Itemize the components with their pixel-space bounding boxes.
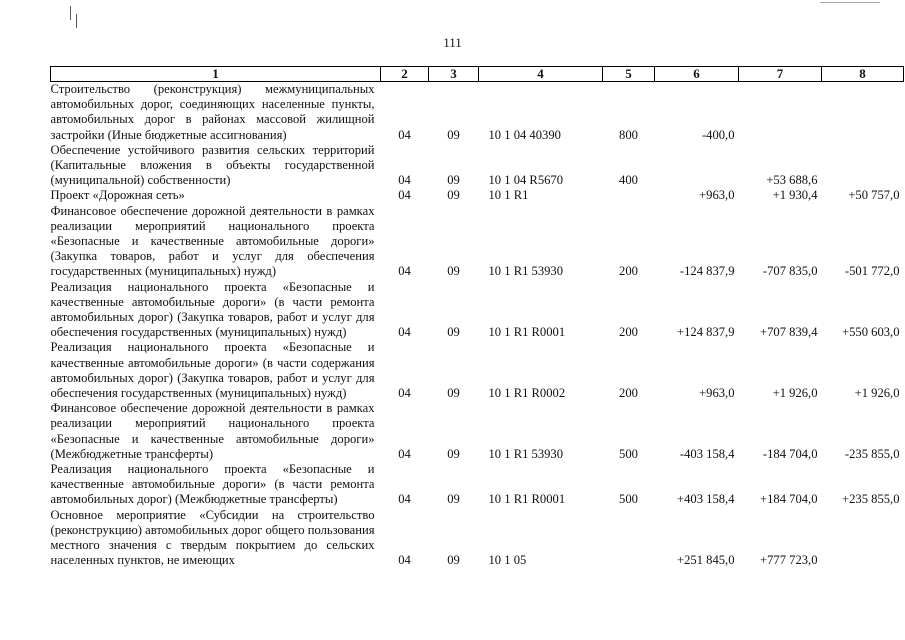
row-target-article: 10 1 R1 R0001 [488, 492, 566, 507]
row-expense-type: 800 [619, 127, 638, 142]
row-target-article: 10 1 R1 R0002 [488, 386, 566, 401]
row-value-col6: -403 158,4 [679, 446, 735, 461]
row-value-col7: +53 688,6 [766, 173, 818, 188]
row-value-col7 [739, 82, 822, 143]
row-target-article: 10 1 R1 [488, 188, 529, 203]
row-expense-type: 500 [619, 492, 638, 507]
table-row [51, 82, 904, 143]
row-value-col8: +50 757,0 [848, 188, 900, 203]
scan-mark [76, 14, 77, 28]
row-value-col6: +251 845,0 [677, 553, 735, 568]
row-description: Финансовое обеспечение дорожной деятельности в рамках реализации мероприятий национального проекта «Безопасные и качественные автомобильные дороги» (Закупка товаров, работ и услуг для обеспечения государственных (муниципальных) нужд) [50, 203, 375, 279]
row-section: 04 [398, 127, 411, 142]
row-subsection: 09 [447, 553, 460, 568]
row-value-col7: +707 839,4 [760, 325, 818, 340]
row-value-col8 [822, 82, 904, 143]
row-target-article: 10 1 R1 R0001 [488, 325, 566, 340]
row-subsection: 09 [447, 446, 460, 461]
row-section: 04 [398, 553, 411, 568]
row-subsection: 09 [447, 188, 460, 203]
table-row [51, 204, 904, 280]
row-description: Реализация национального проекта «Безопасные и качественные автомобильные дороги» (в части ремонта автомобильных дорог) (Межбюджетные трансферты) [50, 462, 375, 507]
page-number: 111 [443, 35, 462, 50]
row-section: 04 [398, 173, 411, 188]
row-value-col6: +124 837,9 [677, 325, 735, 340]
table-row [51, 280, 904, 341]
row-value-col7: +184 704,0 [760, 492, 818, 507]
row-target-article: 10 1 04 R5670 [488, 173, 564, 188]
row-value-col8: +1 926,0 [854, 386, 900, 401]
row-target-article: 10 1 04 40390 [488, 127, 561, 142]
row-description: Финансовое обеспечение дорожной деятельности в рамках реализации мероприятий национального проекта «Безопасные и качественные автомобильные дороги» (Межбюджетные трансферты) [50, 401, 375, 461]
header-col-6: 6 [655, 67, 739, 82]
row-section: 04 [398, 446, 411, 461]
row-subsection: 09 [447, 264, 460, 279]
scan-mark [70, 6, 71, 20]
table-row [51, 508, 904, 569]
row-target-article: 10 1 R1 53930 [488, 446, 564, 461]
row-subsection: 09 [447, 173, 460, 188]
row-expense-type: 400 [619, 173, 638, 188]
table-header-row [51, 67, 904, 82]
header-col-2: 2 [381, 67, 429, 82]
row-section: 04 [398, 492, 411, 507]
row-description: Проект «Дорожная сеть» [50, 188, 185, 203]
row-value-col8 [822, 143, 904, 189]
row-expense-type [603, 508, 655, 569]
row-target-article: 10 1 R1 53930 [488, 264, 564, 279]
scan-mark [820, 2, 880, 3]
budget-table [50, 66, 903, 569]
row-description: Реализация национального проекта «Безопасные и качественные автомобильные дороги» (в части ремонта автомобильных дорог) (Закупка товаров, работ и услуг для обеспечения государственных (муниципальных) нужд) [50, 279, 375, 340]
row-value-col8: +235 855,0 [842, 492, 900, 507]
row-value-col6: -400,0 [701, 127, 735, 142]
row-value-col7: +1 930,4 [772, 188, 818, 203]
row-section: 04 [398, 188, 411, 203]
table-row [51, 401, 904, 462]
row-value-col8: -235 855,0 [844, 446, 900, 461]
table-row [51, 462, 904, 508]
row-value-col7: +1 926,0 [772, 386, 818, 401]
row-section: 04 [398, 325, 411, 340]
row-expense-type: 200 [619, 325, 638, 340]
row-value-col7: -184 704,0 [762, 446, 818, 461]
row-value-col6: +963,0 [699, 188, 735, 203]
row-expense-type: 500 [619, 446, 638, 461]
row-value-col7: +777 723,0 [760, 553, 818, 568]
row-subsection: 09 [447, 492, 460, 507]
row-description: Строительство (реконструкция) межмуниципальных автомобильных дорог, соединяющих населенные пункты, автомобильных дорог в районах массовой жилищной застройки (Иные бюджетные ассигнования) [50, 82, 375, 142]
header-col-7: 7 [739, 67, 822, 82]
table-row [51, 143, 904, 189]
header-col-5: 5 [603, 67, 655, 82]
row-value-col8 [822, 508, 904, 569]
row-subsection: 09 [447, 325, 460, 340]
row-section: 04 [398, 264, 411, 279]
row-expense-type: 200 [619, 386, 638, 401]
row-expense-type [603, 188, 655, 203]
row-subsection: 09 [447, 386, 460, 401]
row-section: 04 [398, 386, 411, 401]
table-row [51, 188, 904, 203]
row-value-col6: -124 837,9 [679, 264, 735, 279]
row-value-col6: +403 158,4 [677, 492, 735, 507]
header-col-8: 8 [822, 67, 904, 82]
row-value-col8: -501 772,0 [844, 264, 900, 279]
header-col-4: 4 [479, 67, 603, 82]
row-description: Реализация национального проекта «Безопасные и качественные автомобильные дороги» (в части содержания автомобильных дорог) (Закупка товаров, работ и услуг для обеспечения государственных (муниципальных) нужд) [50, 340, 375, 401]
row-value-col6 [655, 143, 739, 189]
row-expense-type: 200 [619, 264, 638, 279]
header-col-3: 3 [429, 67, 479, 82]
row-value-col8: +550 603,0 [842, 325, 900, 340]
row-value-col6: +963,0 [699, 386, 735, 401]
header-col-1: 1 [51, 67, 381, 82]
row-description: Обеспечение устойчивого развития сельских территорий (Капитальные вложения в объекты государственной (муниципальной) собственности) [50, 142, 375, 188]
table-row [51, 340, 904, 401]
row-description: Основное мероприятие «Субсидии на строительство (реконструкцию) автомобильных дорог общего пользования местного значения с твердым покрытием до сельских населенных пунктов, не имеющих [50, 507, 375, 568]
row-target-article: 10 1 05 [488, 553, 527, 568]
row-value-col7: -707 835,0 [762, 264, 818, 279]
row-subsection: 09 [447, 127, 460, 142]
